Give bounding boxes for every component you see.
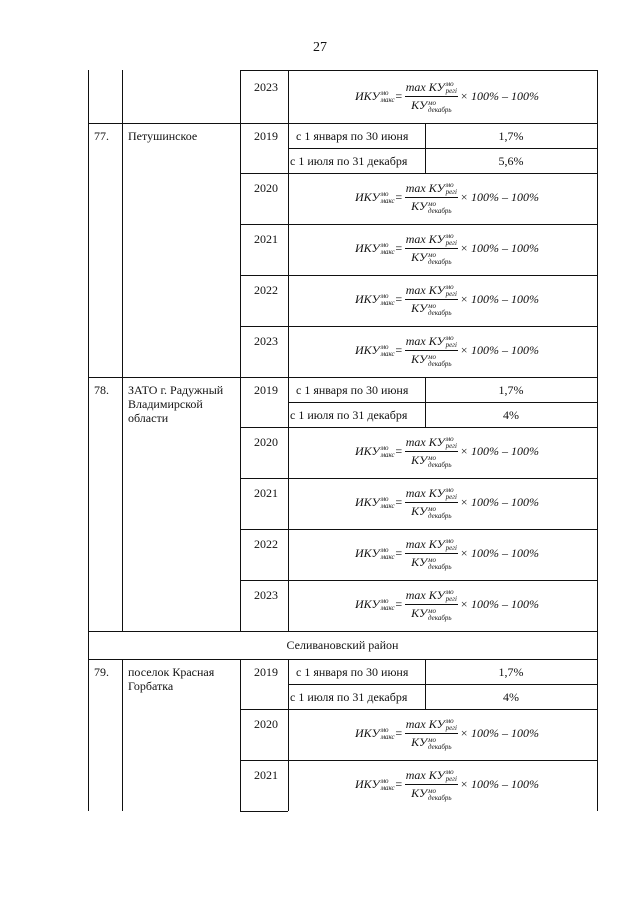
table-rule	[288, 224, 289, 275]
formula-sub: декабрь	[428, 793, 452, 802]
formula-denominator	[411, 351, 451, 367]
year-2020: 2020	[254, 181, 278, 195]
formula-lhs-symbol: ИКУ	[355, 89, 380, 104]
year-2020: 2020	[254, 435, 278, 449]
formula-sub: макс	[380, 604, 395, 613]
index-formula	[355, 80, 539, 114]
formula-numerator	[405, 181, 458, 198]
formula-lhs	[355, 444, 395, 459]
formula-lhs-symbol: ИКУ	[355, 444, 380, 459]
table-rule	[288, 173, 289, 224]
formula-lhs-symbol: ИКУ	[355, 292, 380, 307]
index-formula	[355, 588, 539, 622]
formula-num-symbol: max КУ	[405, 334, 445, 348]
formula-lhs	[355, 546, 395, 561]
formula-tail: × 100% – 100%	[459, 777, 540, 792]
formula-num-symbol: max КУ	[405, 80, 445, 94]
formula-den-symbol: КУ	[411, 453, 428, 468]
formula-sup: мо	[445, 435, 454, 444]
table-rule	[240, 224, 597, 225]
formula-sub: декабрь	[428, 359, 452, 368]
value-second-half: 5,6%	[498, 154, 524, 168]
period-second-half: с 1 июля по 31 декабря	[290, 154, 408, 168]
index-formula	[355, 486, 539, 520]
formula-fraction	[405, 334, 458, 368]
table-rule	[597, 659, 598, 811]
table-rule	[88, 377, 597, 378]
table-rule	[240, 70, 597, 71]
table-rule	[288, 529, 289, 580]
value-first-half: 1,7%	[498, 129, 524, 143]
formula-lhs	[355, 726, 395, 741]
year-2021: 2021	[254, 768, 278, 782]
formula-denominator	[411, 734, 451, 750]
formula-sup: мо	[428, 352, 436, 361]
formula-fraction	[405, 588, 458, 622]
formula-fraction	[405, 768, 458, 802]
entry-number: 79.	[94, 665, 109, 679]
index-formula	[355, 768, 539, 802]
formula-lhs	[355, 190, 395, 205]
table-rule	[288, 580, 289, 631]
table-rule	[240, 760, 597, 761]
formula-sub: декабрь	[428, 105, 452, 114]
formula-sup: мо	[380, 343, 389, 352]
formula-tail: × 100% – 100%	[459, 546, 540, 561]
period-first-half: с 1 января по 30 июня	[296, 383, 409, 397]
formula-sub: макс	[380, 733, 395, 742]
formula-sub: макс	[380, 502, 395, 511]
table-rule	[122, 70, 123, 123]
index-formula	[355, 717, 539, 751]
table-rule	[288, 709, 289, 760]
table-rule	[597, 70, 598, 123]
table-rule	[88, 70, 89, 123]
formula-lhs	[355, 343, 395, 358]
period-first-half: с 1 января по 30 июня	[296, 665, 409, 679]
formula-fraction	[405, 181, 458, 215]
formula-sub: макс	[380, 784, 395, 793]
index-formula	[355, 283, 539, 317]
value-second-half: 4%	[503, 690, 519, 704]
formula-denominator	[411, 554, 451, 570]
formula-tail: × 100% – 100%	[459, 241, 540, 256]
formula-numerator	[405, 334, 458, 351]
entry-number: 77.	[94, 129, 109, 143]
value-first-half: 1,7%	[498, 665, 524, 679]
formula-tail: × 100% – 100%	[459, 190, 540, 205]
year-2023: 2023	[254, 588, 278, 602]
formula-sub: макс	[380, 248, 395, 257]
formula-numerator	[405, 435, 458, 452]
table-rule	[288, 275, 289, 326]
formula-sup: мо	[428, 199, 436, 208]
formula-sup: мо	[380, 495, 389, 504]
formula-sub: регі	[445, 544, 457, 553]
formula-sup: мо	[380, 726, 389, 735]
formula-equals: =	[394, 777, 403, 792]
table-rule	[597, 123, 598, 377]
page-number: 27	[313, 40, 327, 55]
formula-numerator	[405, 283, 458, 300]
formula-sub: декабрь	[428, 206, 452, 215]
formula-denominator	[411, 785, 451, 801]
year-2022: 2022	[254, 283, 278, 297]
formula-sub: макс	[380, 197, 395, 206]
index-formula	[355, 181, 539, 215]
formula-equals: =	[394, 444, 403, 459]
formula-sub: регі	[445, 341, 457, 350]
formula-sup: мо	[428, 786, 436, 795]
table-rule	[288, 427, 289, 478]
year-2022: 2022	[254, 537, 278, 551]
index-formula	[355, 435, 539, 469]
formula-sup: мо	[380, 597, 389, 606]
table-rule	[240, 326, 597, 327]
formula-numerator	[405, 768, 458, 785]
formula-fraction	[405, 232, 458, 266]
district-header: Селивановский район	[286, 638, 399, 652]
table-rule	[240, 427, 597, 428]
formula-num-symbol: max КУ	[405, 181, 445, 195]
formula-equals: =	[394, 241, 403, 256]
formula-sup: мо	[428, 301, 436, 310]
formula-tail: × 100% – 100%	[459, 343, 540, 358]
formula-equals: =	[394, 597, 403, 612]
year-2019: 2019	[254, 129, 278, 143]
table-rule	[288, 326, 289, 377]
table-rule	[240, 580, 597, 581]
formula-fraction	[405, 486, 458, 520]
formula-fraction	[405, 283, 458, 317]
formula-equals: =	[394, 495, 403, 510]
table-rule	[240, 173, 597, 174]
formula-den-symbol: КУ	[411, 786, 428, 801]
formula-lhs-symbol: ИКУ	[355, 726, 380, 741]
year-2023: 2023	[254, 334, 278, 348]
formula-lhs	[355, 495, 395, 510]
entry-name: ЗАТО г. Радужный Владимирской области	[128, 383, 224, 425]
table-rule	[288, 148, 597, 149]
period-second-half: с 1 июля по 31 декабря	[290, 690, 408, 704]
formula-numerator	[405, 80, 458, 97]
formula-equals: =	[394, 726, 403, 741]
formula-numerator	[405, 537, 458, 554]
formula-numerator	[405, 717, 458, 734]
table-rule	[288, 684, 597, 685]
formula-lhs-symbol: ИКУ	[355, 241, 380, 256]
formula-num-symbol: max КУ	[405, 717, 445, 731]
formula-lhs	[355, 777, 395, 792]
formula-denominator	[411, 198, 451, 214]
table-rule	[88, 659, 597, 660]
formula-tail: × 100% – 100%	[459, 726, 540, 741]
period-first-half: с 1 января по 30 июня	[296, 129, 409, 143]
formula-num-symbol: max КУ	[405, 588, 445, 602]
formula-sub: регі	[445, 775, 457, 784]
formula-sup: мо	[445, 334, 454, 343]
formula-equals: =	[394, 89, 403, 104]
entry-name: поселок Красная Горбатка	[128, 665, 215, 693]
period-second-half: с 1 июля по 31 декабря	[290, 408, 408, 422]
table-rule	[240, 123, 241, 377]
formula-num-symbol: max КУ	[405, 486, 445, 500]
formula-sub: макс	[380, 299, 395, 308]
table-rule	[240, 70, 241, 123]
table-rule	[240, 529, 597, 530]
formula-num-symbol: max КУ	[405, 435, 445, 449]
formula-sup: мо	[445, 588, 454, 597]
formula-sup: мо	[380, 777, 389, 786]
formula-denominator	[411, 249, 451, 265]
formula-sub: макс	[380, 553, 395, 562]
formula-sub: декабрь	[428, 613, 452, 622]
formula-sub: регі	[445, 239, 457, 248]
table-rule	[88, 659, 89, 811]
formula-den-symbol: КУ	[411, 504, 428, 519]
formula-tail: × 100% – 100%	[459, 292, 540, 307]
table-rule	[88, 123, 597, 124]
formula-sub: регі	[445, 442, 457, 451]
table-rule	[240, 709, 597, 710]
formula-lhs	[355, 597, 395, 612]
formula-sup: мо	[445, 537, 454, 546]
formula-denominator	[411, 503, 451, 519]
formula-tail: × 100% – 100%	[459, 444, 540, 459]
index-formula	[355, 537, 539, 571]
formula-sup: мо	[428, 606, 436, 615]
year-2021: 2021	[254, 232, 278, 246]
formula-sub: декабрь	[428, 562, 452, 571]
formula-sup: мо	[445, 486, 454, 495]
table-rule	[88, 377, 89, 631]
formula-fraction	[405, 435, 458, 469]
formula-den-symbol: КУ	[411, 250, 428, 265]
formula-sup: мо	[380, 89, 389, 98]
formula-sup: мо	[428, 555, 436, 564]
formula-lhs-symbol: ИКУ	[355, 343, 380, 358]
index-formula	[355, 232, 539, 266]
formula-sub: регі	[445, 493, 457, 502]
formula-den-symbol: КУ	[411, 352, 428, 367]
formula-numerator	[405, 486, 458, 503]
table-rule	[597, 631, 598, 659]
formula-sub: макс	[380, 96, 395, 105]
table-rule	[240, 478, 597, 479]
formula-fraction	[405, 537, 458, 571]
formula-sub: регі	[445, 724, 457, 733]
formula-tail: × 100% – 100%	[459, 597, 540, 612]
formula-sub: декабрь	[428, 742, 452, 751]
formula-sup: мо	[445, 283, 454, 292]
formula-den-symbol: КУ	[411, 199, 428, 214]
table-rule	[122, 377, 123, 631]
formula-num-symbol: max КУ	[405, 537, 445, 551]
formula-sub: регі	[445, 595, 457, 604]
formula-sup: мо	[380, 241, 389, 250]
formula-sup: мо	[445, 768, 454, 777]
entry-number: 78.	[94, 383, 109, 397]
formula-sup: мо	[445, 80, 454, 89]
formula-tail: × 100% – 100%	[459, 89, 540, 104]
formula-lhs-symbol: ИКУ	[355, 495, 380, 510]
table-rule	[288, 478, 289, 529]
table-rule	[88, 631, 597, 632]
formula-sup: мо	[445, 181, 454, 190]
formula-equals: =	[394, 546, 403, 561]
formula-fraction	[405, 80, 458, 114]
formula-sub: декабрь	[428, 308, 452, 317]
formula-den-symbol: КУ	[411, 98, 428, 113]
formula-sup: мо	[380, 292, 389, 301]
formula-sub: регі	[445, 87, 457, 96]
formula-denominator	[411, 452, 451, 468]
table-rule	[288, 70, 289, 123]
formula-sup: мо	[428, 735, 436, 744]
formula-lhs-symbol: ИКУ	[355, 546, 380, 561]
formula-lhs	[355, 89, 395, 104]
formula-sub: регі	[445, 188, 457, 197]
table-rule	[122, 659, 123, 811]
year-2019: 2019	[254, 383, 278, 397]
formula-den-symbol: КУ	[411, 555, 428, 570]
table-rule	[88, 123, 89, 377]
formula-lhs-symbol: ИКУ	[355, 777, 380, 792]
formula-equals: =	[394, 343, 403, 358]
formula-den-symbol: КУ	[411, 735, 428, 750]
index-formula	[355, 334, 539, 368]
formula-sup: мо	[428, 98, 436, 107]
formula-num-symbol: max КУ	[405, 768, 445, 782]
formula-sub: декабрь	[428, 511, 452, 520]
table-rule	[240, 659, 241, 811]
formula-tail: × 100% – 100%	[459, 495, 540, 510]
formula-den-symbol: КУ	[411, 606, 428, 621]
formula-lhs	[355, 292, 395, 307]
formula-numerator	[405, 588, 458, 605]
formula-sup: мо	[445, 232, 454, 241]
formula-denominator	[411, 605, 451, 621]
formula-lhs	[355, 241, 395, 256]
formula-fraction	[405, 717, 458, 751]
formula-lhs-symbol: ИКУ	[355, 597, 380, 612]
formula-sub: макс	[380, 350, 395, 359]
formula-equals: =	[394, 292, 403, 307]
formula-num-symbol: max КУ	[405, 283, 445, 297]
formula-denominator	[411, 300, 451, 316]
table-rule	[240, 377, 241, 631]
formula-sup: мо	[445, 717, 454, 726]
table-rule	[240, 275, 597, 276]
formula-sup: мо	[428, 250, 436, 259]
formula-sup: мо	[428, 504, 436, 513]
formula-numerator	[405, 232, 458, 249]
table-rule	[122, 123, 123, 377]
formula-sub: макс	[380, 451, 395, 460]
formula-lhs-symbol: ИКУ	[355, 190, 380, 205]
formula-equals: =	[394, 190, 403, 205]
value-first-half: 1,7%	[498, 383, 524, 397]
table-rule	[288, 402, 597, 403]
formula-sup: мо	[428, 453, 436, 462]
formula-sub: декабрь	[428, 460, 452, 469]
table-rule	[597, 377, 598, 631]
formula-denominator	[411, 97, 451, 113]
formula-sub: декабрь	[428, 257, 452, 266]
formula-sup: мо	[380, 190, 389, 199]
formula-sup: мо	[380, 546, 389, 555]
year-2019: 2019	[254, 665, 278, 679]
year-2020: 2020	[254, 717, 278, 731]
formula-den-symbol: КУ	[411, 301, 428, 316]
formula-num-symbol: max КУ	[405, 232, 445, 246]
entry-name: Петушинское	[128, 129, 198, 143]
year-2021: 2021	[254, 486, 278, 500]
formula-sup: мо	[380, 444, 389, 453]
table-rule	[240, 811, 288, 812]
year-2023: 2023	[254, 80, 278, 94]
table-rule	[288, 760, 289, 811]
formula-sub: регі	[445, 290, 457, 299]
value-second-half: 4%	[503, 408, 519, 422]
